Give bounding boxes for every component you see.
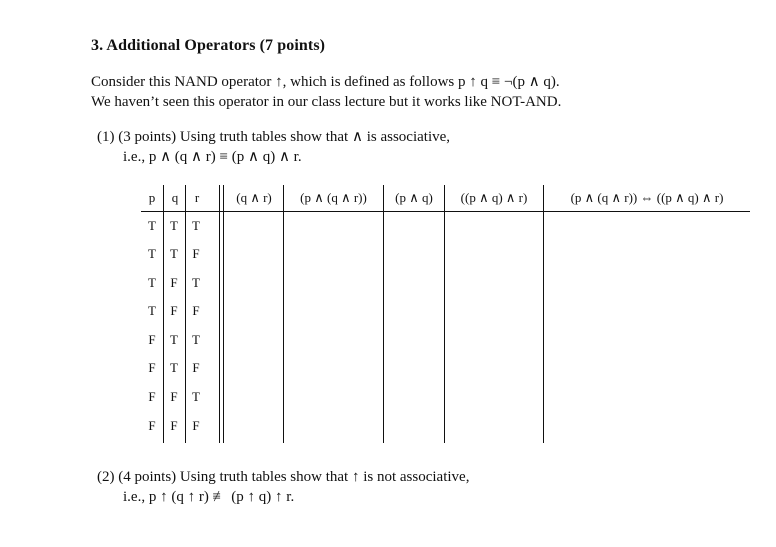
col-header-q: q	[171, 190, 179, 205]
question-part-1	[97, 127, 450, 167]
intro-paragraph	[91, 72, 561, 112]
cell-r4-p: T	[148, 303, 156, 318]
col-header-equivalence: (p ∧ (q ∧ r)) ⇔ ((p ∧ q) ∧ r)	[570, 190, 724, 205]
cell-r8-p: F	[148, 418, 156, 433]
cell-r7-r: T	[192, 389, 200, 404]
part1-line-1: (1) (3 points) Using truth tables show that ∧ is associative,	[97, 129, 451, 145]
col-header-q-and-r: (q ∧ r)	[236, 190, 272, 205]
cell-r8-r: F	[192, 418, 200, 433]
cell-r7-p: F	[148, 389, 156, 404]
col-header-p-and-q-and-r: (p ∧ (q ∧ r))	[300, 190, 367, 205]
cell-r5-q: T	[170, 332, 178, 347]
cell-r6-p: F	[148, 360, 156, 375]
truth-table	[141, 185, 750, 443]
part2-line-2: i.e., p ↑ (q ↑ r) ≢ (p ↑ q) ↑ r.	[123, 489, 295, 505]
header-rule	[141, 211, 750, 212]
cell-r4-r: F	[192, 303, 200, 318]
question-part-2	[97, 467, 469, 507]
part1-line-2: i.e., p ∧ (q ∧ r) ≡ (p ∧ q) ∧ r.	[123, 149, 302, 165]
divider-col-6	[444, 185, 445, 443]
divider-col-4	[283, 185, 284, 443]
intro-line-1: Consider this NAND operator ↑, which is defined as follows p ↑ q ≡ ¬(p ∧ q).	[91, 74, 560, 90]
divider-col-5	[383, 185, 384, 443]
section-heading: 3. Additional Operators (7 points)	[91, 37, 326, 54]
cell-r5-r: T	[192, 332, 200, 347]
double-divider-left	[219, 185, 220, 443]
intro-line-2: We haven’t seen this operator in our class lecture but it works like NOT-AND.	[91, 94, 562, 110]
cell-r2-r: F	[192, 246, 200, 261]
col-header-p: p	[148, 190, 156, 205]
cell-r3-r: T	[192, 275, 200, 290]
divider-col-7	[543, 185, 544, 443]
cell-r1-r: T	[192, 218, 200, 233]
cell-r7-q: F	[170, 389, 178, 404]
col-header-p-and-q: (p ∧ q)	[395, 190, 433, 205]
cell-r1-p: T	[148, 218, 156, 233]
cell-r1-q: T	[170, 218, 178, 233]
cell-r3-p: T	[148, 275, 156, 290]
cell-r3-q: F	[170, 275, 178, 290]
col-header-pq-and-r: ((p ∧ q) ∧ r)	[460, 190, 528, 205]
cell-r6-q: T	[170, 360, 178, 375]
cell-r2-p: T	[148, 246, 156, 261]
cell-r4-q: F	[170, 303, 178, 318]
cell-r2-q: T	[170, 246, 178, 261]
part2-line-1: (2) (4 points) Using truth tables show that ↑ is not associative,	[97, 469, 470, 485]
double-divider-right	[223, 185, 224, 443]
cell-r8-q: F	[170, 418, 178, 433]
cell-r6-r: F	[192, 360, 200, 375]
cell-r5-p: F	[148, 332, 156, 347]
col-header-r: r	[194, 190, 200, 205]
